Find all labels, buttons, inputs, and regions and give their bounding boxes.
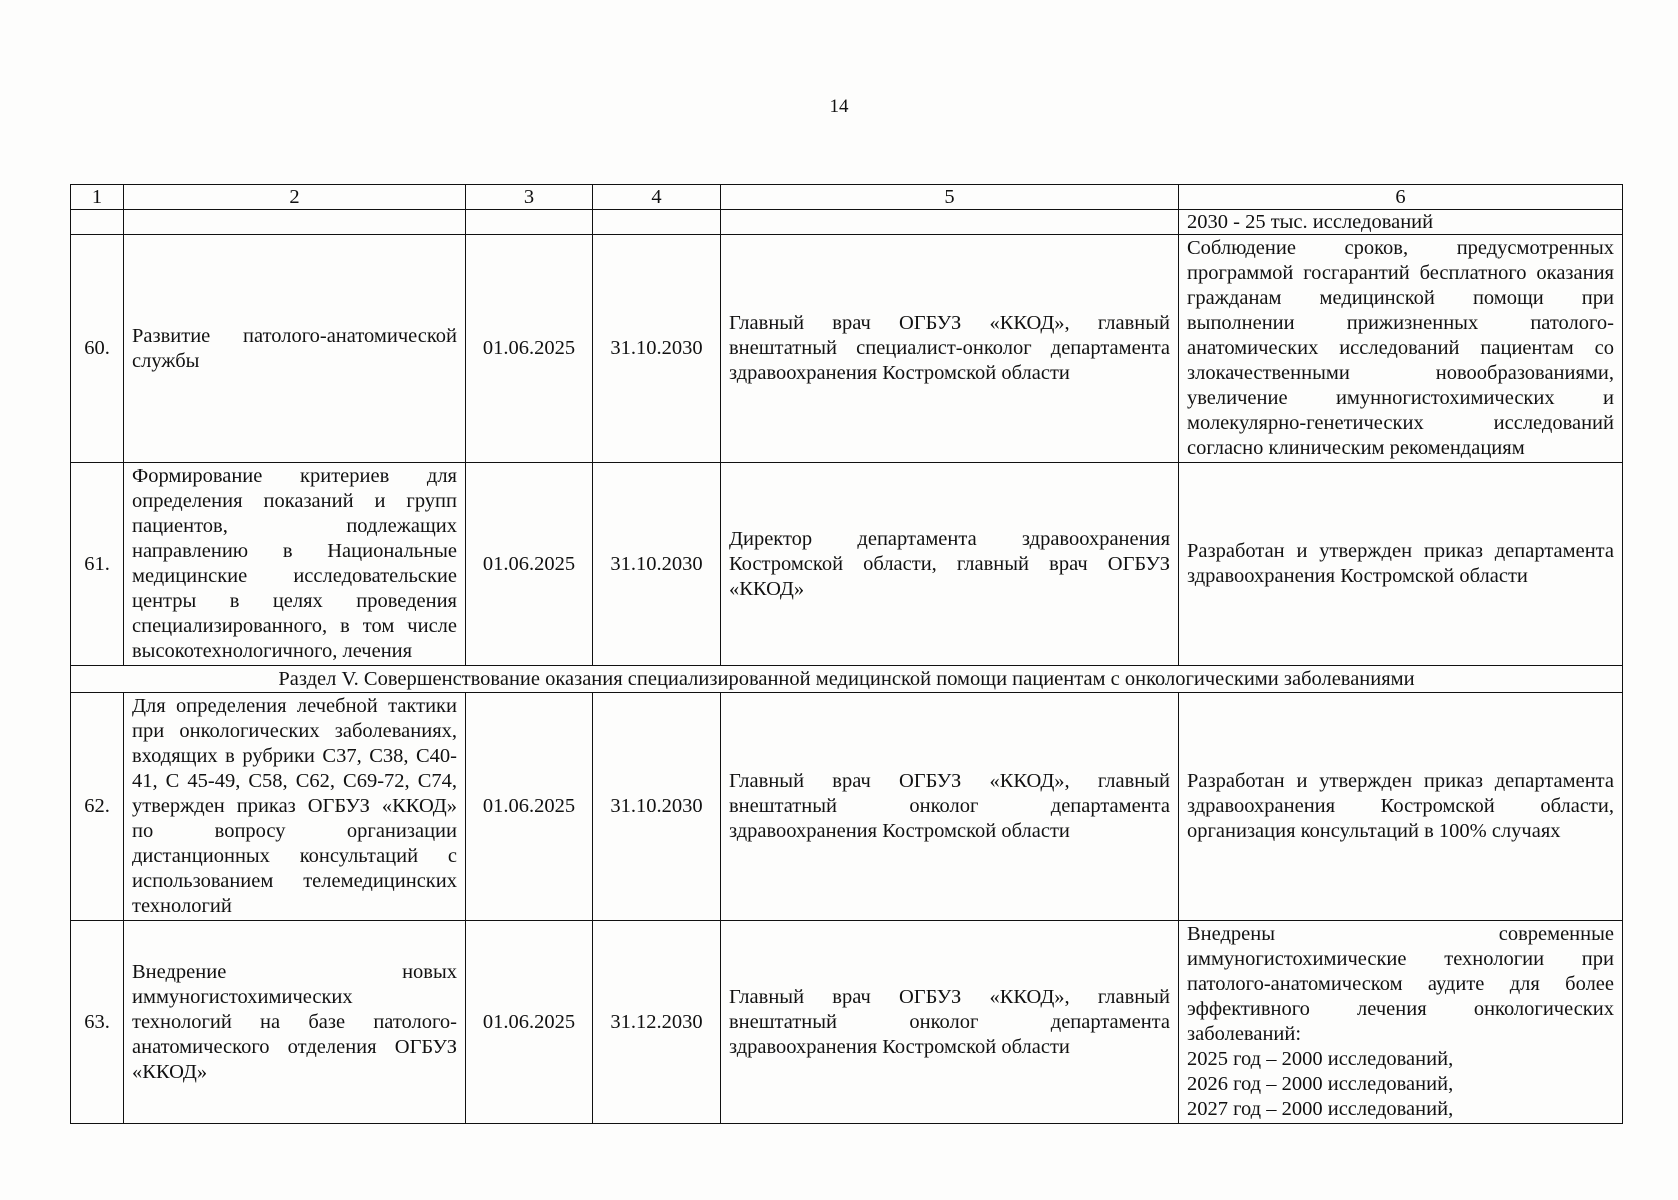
row-start-date: 01.06.2025 bbox=[466, 921, 593, 1124]
result-line: 2027 год – 2000 исследований, bbox=[1187, 1098, 1454, 1120]
row-number: 60. bbox=[71, 235, 124, 463]
row-number: 63. bbox=[71, 921, 124, 1124]
row-responsible: Главный врач ОГБУЗ «ККОД», главный внештатный онколог департамента здравоохранения Костромской области bbox=[721, 921, 1179, 1124]
row-event: Развитие патолого-анатомической службы bbox=[124, 235, 466, 463]
row-responsible: Главный врач ОГБУЗ «ККОД», главный внештатный онколог департамента здравоохранения Костромской области bbox=[721, 693, 1179, 921]
result-intro: Внедрены современные иммуногистохимические технологии при патолого-анатомическом аудите для более эффективного лечения онкологических заболеваний: bbox=[1187, 923, 1614, 1045]
continuation-result: 2030 - 25 тыс. исследований bbox=[1179, 210, 1623, 235]
row-start-date: 01.06.2025 bbox=[466, 235, 593, 463]
row-end-date: 31.10.2030 bbox=[593, 463, 721, 666]
row-result: Разработан и утвержден приказ департамента здравоохранения Костромской области, организация консультаций в 100% случаях bbox=[1179, 693, 1623, 921]
row-end-date: 31.12.2030 bbox=[593, 921, 721, 1124]
result-line: 2025 год – 2000 исследований, bbox=[1187, 1048, 1454, 1070]
header-col-1: 1 bbox=[71, 185, 124, 210]
table-row-62 bbox=[71, 693, 1623, 921]
row-result: Разработан и утвержден приказ департамента здравоохранения Костромской области bbox=[1179, 463, 1623, 666]
continuation-row bbox=[71, 210, 1623, 235]
row-event: Формирование критериев для определения показаний и групп пациентов, подлежащих направлению в Национальные медицинские исследовательские центры в целях проведения специализированного, в том числе высокотехнологичного, лечения bbox=[124, 463, 466, 666]
row-responsible: Директор департамента здравоохранения Костромской области, главный врач ОГБУЗ «ККОД» bbox=[721, 463, 1179, 666]
page-number: 14 bbox=[829, 96, 849, 117]
section-row bbox=[71, 666, 1623, 693]
plan-table bbox=[70, 184, 1623, 1124]
row-number: 62. bbox=[71, 693, 124, 921]
result-line: 2026 год – 2000 исследований, bbox=[1187, 1073, 1454, 1095]
row-number: 61. bbox=[71, 463, 124, 666]
row-result bbox=[1179, 921, 1623, 1124]
row-end-date: 31.10.2030 bbox=[593, 235, 721, 463]
header-col-2: 2 bbox=[124, 185, 466, 210]
row-responsible: Главный врач ОГБУЗ «ККОД», главный внештатный специалист-онколог департамента здравоохранения Костромской области bbox=[721, 235, 1179, 463]
row-start-date: 01.06.2025 bbox=[466, 693, 593, 921]
row-end-date: 31.10.2030 bbox=[593, 693, 721, 921]
table-row-63 bbox=[71, 921, 1623, 1124]
header-col-4: 4 bbox=[593, 185, 721, 210]
table-header-row bbox=[71, 185, 1623, 210]
section-title: Раздел V. Совершенствование оказания специализированной медицинской помощи пациентам с онкологическими заболеваниями bbox=[71, 666, 1623, 693]
row-event: Для определения лечебной тактики при онкологических заболеваниях, входящих в рубрики С37, С38, С40-41, С 45-49, С58, С62, С69-72, С74, утвержден приказ ОГБУЗ «ККОД» по вопросу организации дистанционных консультаций с использованием телемедицинских технологий bbox=[124, 693, 466, 921]
table-row-61 bbox=[71, 463, 1623, 666]
row-start-date: 01.06.2025 bbox=[466, 463, 593, 666]
header-col-6: 6 bbox=[1179, 185, 1623, 210]
table-row-60 bbox=[71, 235, 1623, 463]
row-result: Соблюдение сроков, предусмотренных программой госгарантий бесплатного оказания гражданам медицинской помощи при выполнении прижизненных патолого-анатомических исследований пациентам со злокачественными новообразованиями, увеличение имунногистохимических и молекулярно-генетических исследований согласно клиническим рекомендациям bbox=[1179, 235, 1623, 463]
header-col-5: 5 bbox=[721, 185, 1179, 210]
header-col-3: 3 bbox=[466, 185, 593, 210]
row-event: Внедрение новых иммуногистохимических технологий на базе патолого-анатомического отделения ОГБУЗ «ККОД» bbox=[124, 921, 466, 1124]
